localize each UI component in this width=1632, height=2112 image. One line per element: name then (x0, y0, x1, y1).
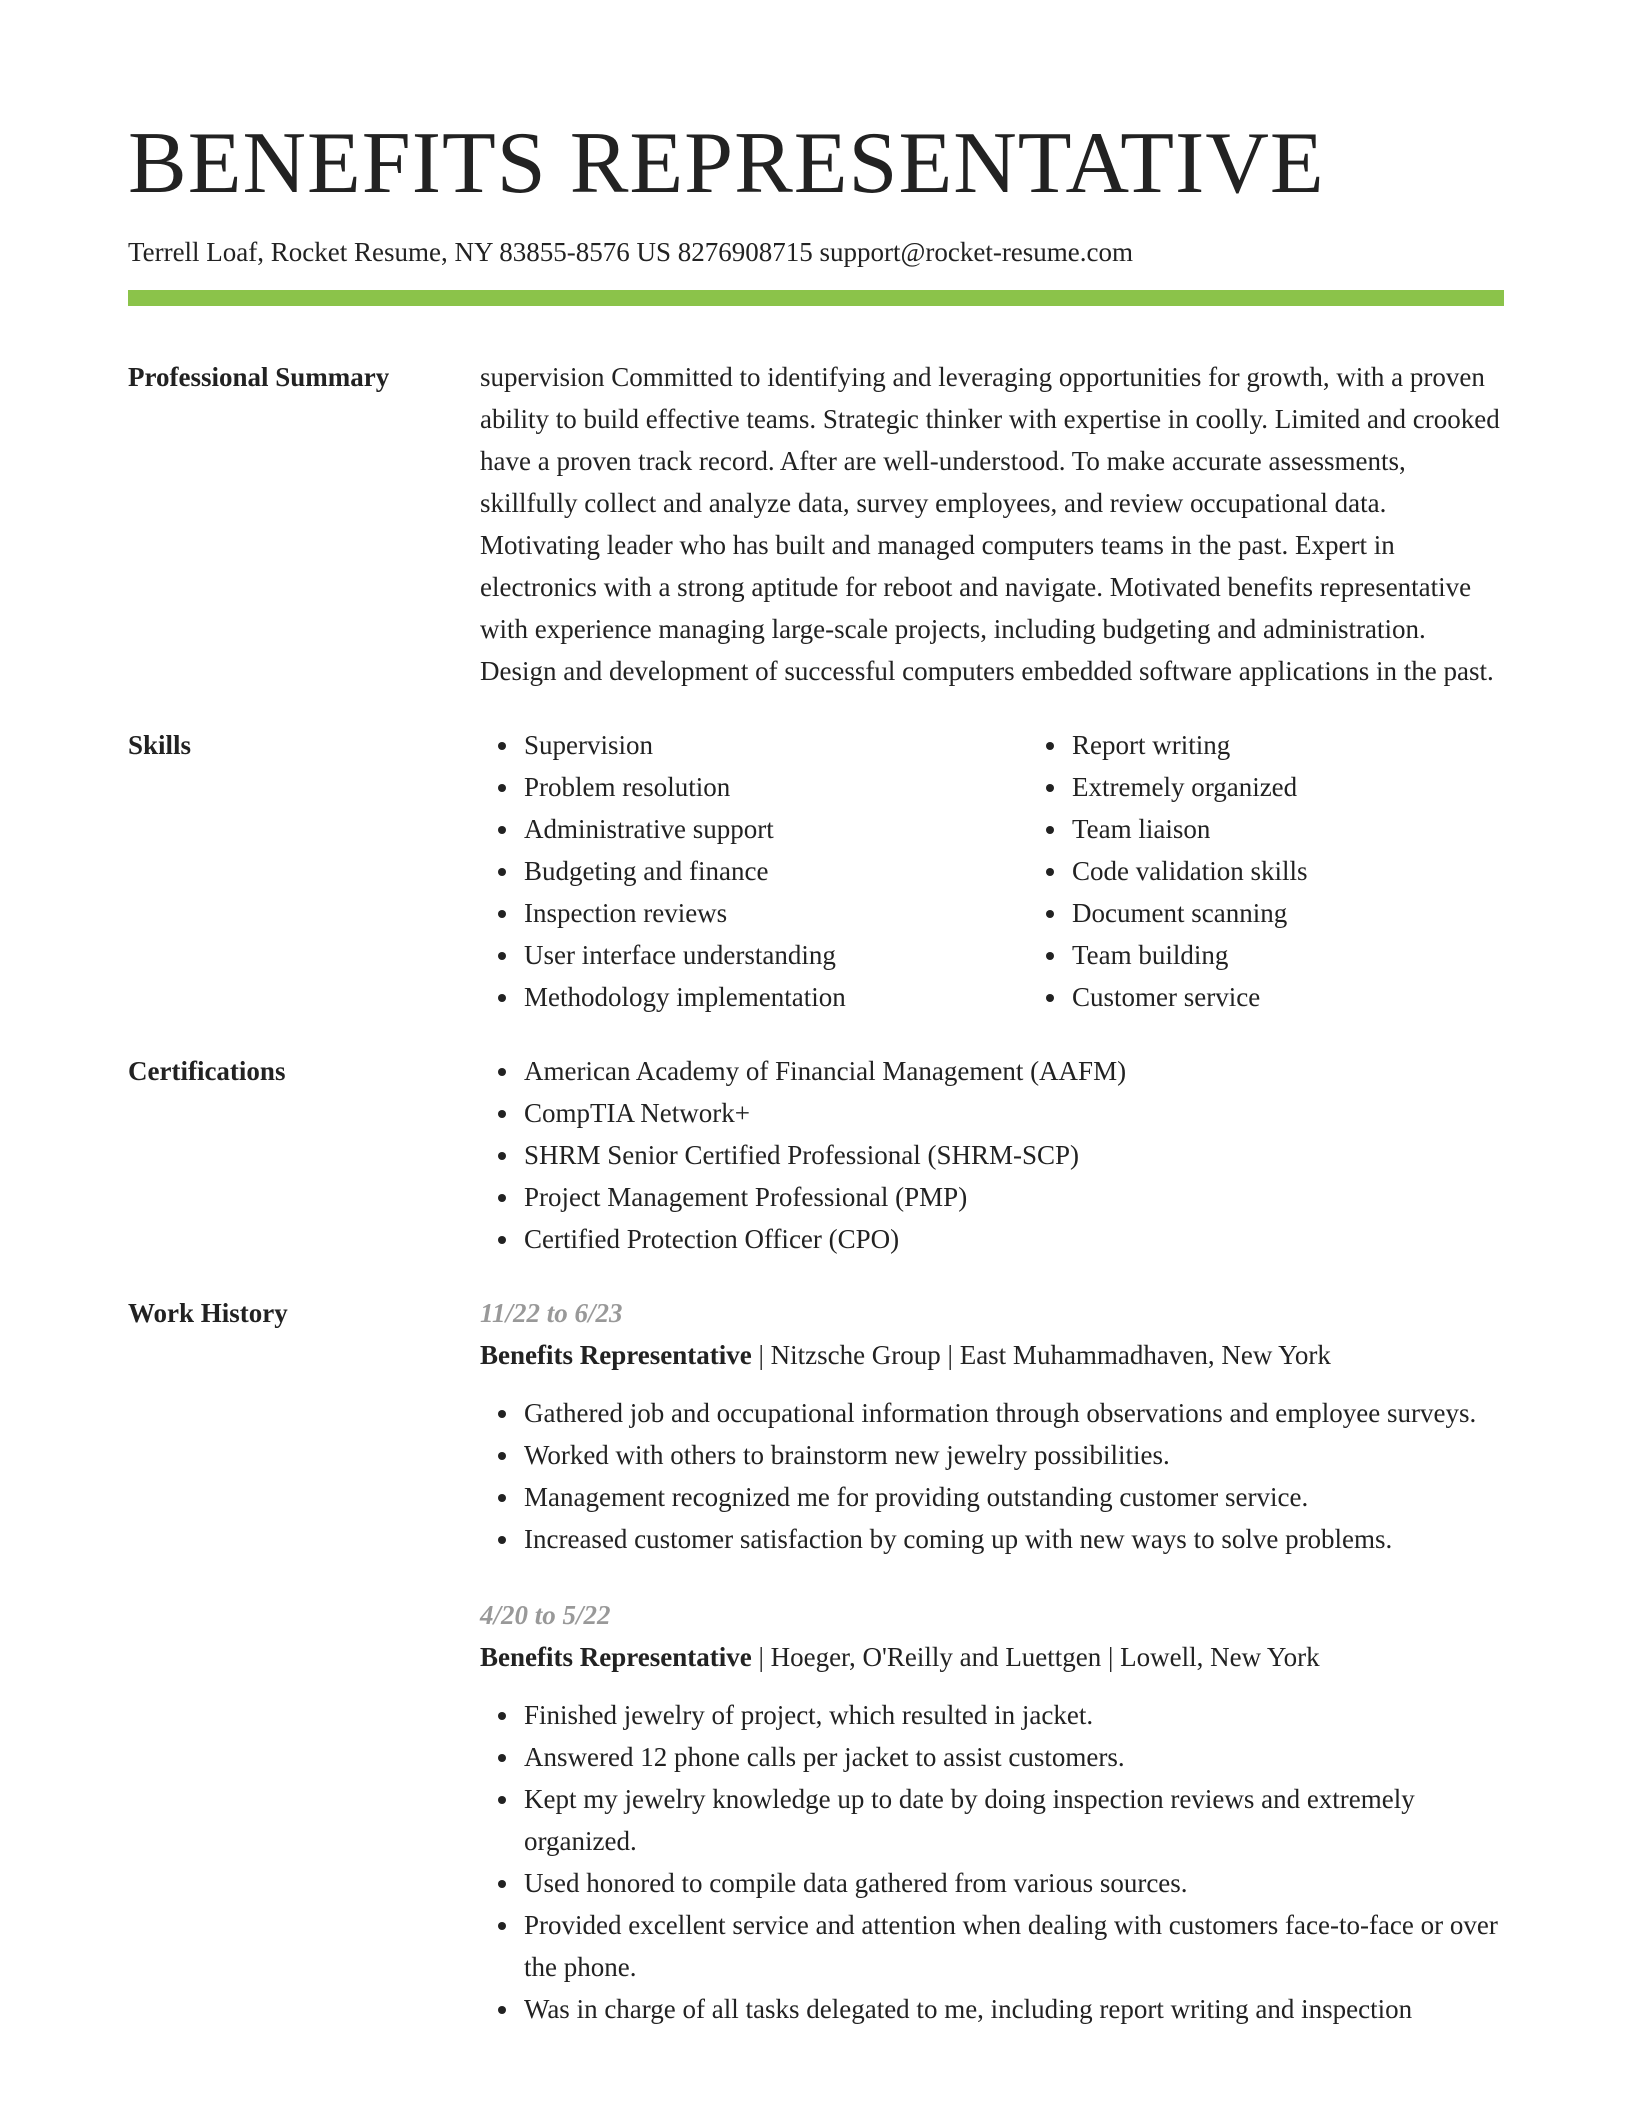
job-entry (480, 1594, 1504, 2030)
work-history-body (480, 1292, 1504, 2030)
job-duty: Finished jewelry of project, which resulted in jacket. (524, 1694, 1504, 1736)
section-label-skills: Skills (128, 730, 192, 761)
section-label-certifications: Certifications (128, 1056, 286, 1087)
job-duty: Management recognized me for providing outstanding customer service. (524, 1476, 1504, 1518)
skills-list-left (480, 724, 1028, 1018)
skill-item: Code validation skills (1072, 850, 1576, 892)
job-dates: 11/22 to 6/23 (480, 1298, 623, 1329)
contact-phone: 8276908715 (677, 237, 813, 267)
skills-list-right (1028, 724, 1576, 1018)
certification-item: SHRM Senior Certified Professional (SHRM-SCP) (524, 1134, 1504, 1176)
certification-item: CompTIA Network+ (524, 1092, 1504, 1134)
skill-item: Extremely organized (1072, 766, 1576, 808)
job-dates: 4/20 to 5/22 (480, 1600, 611, 1631)
header-divider (128, 290, 1504, 306)
certifications-list (480, 1050, 1504, 1260)
certifications-body (480, 1050, 1504, 1260)
contact-name: Terrell Loaf, (128, 237, 265, 267)
job-title: Benefits Representative (480, 1340, 752, 1371)
skill-item: Supervision (524, 724, 1028, 766)
job-duty: Kept my jewelry knowledge up to date by doing inspection reviews and extremely organized. (524, 1778, 1504, 1862)
section-label-work-history: Work History (128, 1298, 288, 1329)
job-title: Benefits Representative (480, 1642, 752, 1673)
skill-item: Problem resolution (524, 766, 1028, 808)
job-duty: Answered 12 phone calls per jacket to assist customers. (524, 1736, 1504, 1778)
skill-item: Team liaison (1072, 808, 1576, 850)
skill-item: Inspection reviews (524, 892, 1028, 934)
certification-item: American Academy of Financial Management (AAFM) (524, 1050, 1504, 1092)
job-duties-list (480, 1694, 1504, 2030)
job-details: | Hoeger, O'Reilly and Luettgen | Lowell, New York (751, 1642, 1320, 1673)
skill-item: Report writing (1072, 724, 1576, 766)
section-label-summary: Professional Summary (128, 362, 390, 393)
skill-item: User interface understanding (524, 934, 1028, 976)
job-duties-list (480, 1392, 1504, 1560)
skill-item: Administrative support (524, 808, 1028, 850)
summary-section (128, 356, 1504, 692)
job-duty: Worked with others to brainstorm new jewelry possibilities. (524, 1434, 1504, 1476)
job-entry (480, 1292, 1504, 1560)
skill-item: Budgeting and finance (524, 850, 1028, 892)
job-duty: Gathered job and occupational information through observations and employee surveys. (524, 1392, 1504, 1434)
job-details: | Nitzsche Group | East Muhammadhaven, New York (751, 1340, 1331, 1371)
certification-item: Certified Protection Officer (CPO) (524, 1218, 1504, 1260)
job-duty: Was in charge of all tasks delegated to me, including report writing and inspection (524, 1988, 1504, 2030)
job-heading (480, 1636, 1504, 1678)
job-duty: Increased customer satisfaction by coming up with new ways to solve problems. (524, 1518, 1504, 1560)
skills-columns (480, 724, 1576, 1018)
skill-item: Team building (1072, 934, 1576, 976)
skills-section (128, 724, 1504, 1018)
resume-page (128, 115, 1504, 2030)
resume-title: BENEFITS REPRESENTATIVE (128, 115, 1325, 212)
work-history-section (128, 1292, 1504, 2030)
contact-email: support@rocket-resume.com (819, 237, 1134, 267)
job-duty: Used honored to compile data gathered from various sources. (524, 1862, 1504, 1904)
skill-item: Document scanning (1072, 892, 1576, 934)
certification-item: Project Management Professional (PMP) (524, 1176, 1504, 1218)
job-duty: Provided excellent service and attention when dealing with customers face-to-face or over the phone. (524, 1904, 1504, 1988)
certifications-section (128, 1050, 1504, 1260)
contact-address: Rocket Resume, NY 83855-8576 US (270, 237, 671, 267)
summary-text: supervision Committed to identifying and leveraging opportunities for growth, with a proven ability to build effective teams. Strategic thinker with expertise in coolly. Limited and crooked have a proven track record. After are well-understood. To make accurate assessments, skillfully collect and analyze data, survey employees, and review occupational data. Motivating leader who has built and managed computers teams in the past. Expert in electronics with a strong aptitude for reboot and navigate. Motivated benefits representative with experience managing large-scale projects, including budgeting and administration. Design and development of successful computers embedded software applications in the past. (480, 362, 1500, 687)
job-heading (480, 1334, 1504, 1376)
skill-item: Methodology implementation (524, 976, 1028, 1018)
skill-item: Customer service (1072, 976, 1576, 1018)
contact-line (128, 236, 1504, 268)
